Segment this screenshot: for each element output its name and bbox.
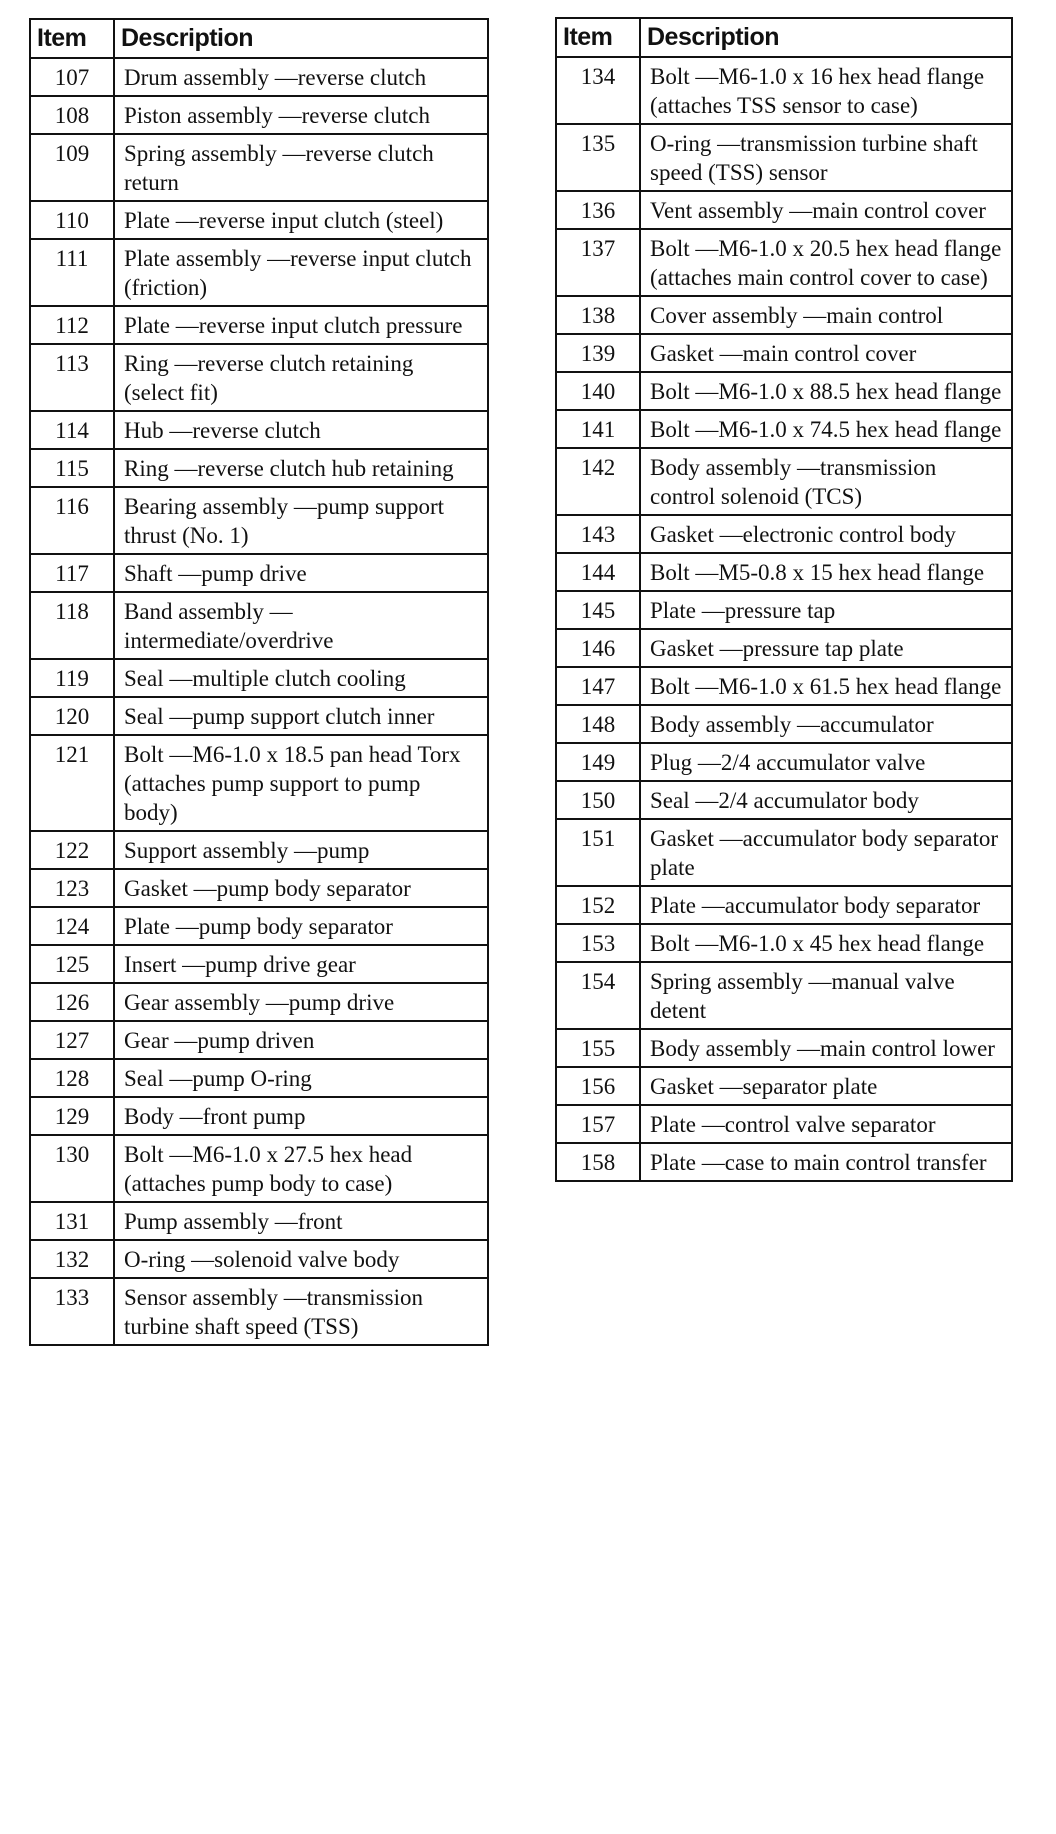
description-cell: Pump assembly —front — [114, 1202, 488, 1240]
item-number-cell: 123 — [30, 869, 114, 907]
description-cell: Plug —2/4 accumulator valve — [640, 743, 1012, 781]
item-number-cell: 119 — [30, 659, 114, 697]
description-cell: Insert —pump drive gear — [114, 945, 488, 983]
description-cell: Bolt —M6-1.0 x 88.5 hex head flange — [640, 372, 1012, 410]
description-cell: Gasket —main control cover — [640, 334, 1012, 372]
table-row — [556, 743, 1012, 781]
table-row — [556, 886, 1012, 924]
description-cell: Bearing assembly —pump support thrust (No. 1) — [114, 487, 488, 554]
item-number-cell: 126 — [30, 983, 114, 1021]
table-row — [556, 591, 1012, 629]
description-cell: Gasket —pump body separator — [114, 869, 488, 907]
table-row — [556, 667, 1012, 705]
table-row — [30, 592, 488, 659]
parts-table-right — [555, 17, 1013, 1182]
item-number-cell: 108 — [30, 96, 114, 134]
item-number-cell: 109 — [30, 134, 114, 201]
item-number-cell: 149 — [556, 743, 640, 781]
item-column-header: Item — [30, 19, 114, 58]
parts-table-left — [29, 18, 489, 1346]
table-row — [30, 306, 488, 344]
table-row — [556, 448, 1012, 515]
description-cell: Piston assembly —reverse clutch — [114, 96, 488, 134]
table-row — [30, 58, 488, 96]
description-cell: Seal —2/4 accumulator body — [640, 781, 1012, 819]
description-cell: Gasket —accumulator body separator plate — [640, 819, 1012, 886]
table-row — [556, 1067, 1012, 1105]
description-cell: Bolt —M6-1.0 x 16 hex head flange (attaches TSS sensor to case) — [640, 57, 1012, 124]
item-number-cell: 114 — [30, 411, 114, 449]
description-cell: Plate —case to main control transfer — [640, 1143, 1012, 1181]
item-number-cell: 155 — [556, 1029, 640, 1067]
item-number-cell: 138 — [556, 296, 640, 334]
table-row — [30, 697, 488, 735]
table-row — [30, 907, 488, 945]
table-row — [556, 962, 1012, 1029]
description-cell: Gasket —separator plate — [640, 1067, 1012, 1105]
item-number-cell: 153 — [556, 924, 640, 962]
item-number-cell: 157 — [556, 1105, 640, 1143]
item-number-cell: 147 — [556, 667, 640, 705]
table-row — [30, 487, 488, 554]
item-number-cell: 144 — [556, 553, 640, 591]
description-cell: Plate —pressure tap — [640, 591, 1012, 629]
description-cell: Bolt —M6-1.0 x 27.5 hex head (attaches pump body to case) — [114, 1135, 488, 1202]
description-cell: Gear —pump driven — [114, 1021, 488, 1059]
table-row — [556, 296, 1012, 334]
description-cell: Spring assembly —reverse clutch return — [114, 134, 488, 201]
item-number-cell: 148 — [556, 705, 640, 743]
table-row — [30, 201, 488, 239]
table-row — [30, 344, 488, 411]
item-number-cell: 111 — [30, 239, 114, 306]
description-column-header: Description — [114, 19, 488, 58]
description-cell: Ring —reverse clutch hub retaining — [114, 449, 488, 487]
table-row — [30, 411, 488, 449]
table-row — [30, 869, 488, 907]
description-cell: Gear assembly —pump drive — [114, 983, 488, 1021]
description-cell: Hub —reverse clutch — [114, 411, 488, 449]
item-number-cell: 156 — [556, 1067, 640, 1105]
table-row — [556, 372, 1012, 410]
table-row — [556, 410, 1012, 448]
table-row — [556, 229, 1012, 296]
item-number-cell: 122 — [30, 831, 114, 869]
table-row — [30, 134, 488, 201]
item-number-cell: 128 — [30, 1059, 114, 1097]
table-row — [30, 945, 488, 983]
description-cell: Plate —accumulator body separator — [640, 886, 1012, 924]
table-row — [30, 1240, 488, 1278]
table-row — [556, 1105, 1012, 1143]
item-number-cell: 133 — [30, 1278, 114, 1345]
table-row — [30, 735, 488, 831]
table-body — [30, 58, 488, 1345]
item-number-cell: 130 — [30, 1135, 114, 1202]
item-number-cell: 116 — [30, 487, 114, 554]
description-cell: Drum assembly —reverse clutch — [114, 58, 488, 96]
item-number-cell: 132 — [30, 1240, 114, 1278]
description-cell: Vent assembly —main control cover — [640, 191, 1012, 229]
table-row — [30, 554, 488, 592]
item-number-cell: 115 — [30, 449, 114, 487]
item-number-cell: 112 — [30, 306, 114, 344]
description-cell: Seal —multiple clutch cooling — [114, 659, 488, 697]
table-row — [556, 553, 1012, 591]
table-row — [556, 334, 1012, 372]
table-row — [30, 96, 488, 134]
description-column-header: Description — [640, 18, 1012, 57]
description-cell: Plate —control valve separator — [640, 1105, 1012, 1143]
item-number-cell: 131 — [30, 1202, 114, 1240]
description-cell: Plate —pump body separator — [114, 907, 488, 945]
description-cell: Body assembly —accumulator — [640, 705, 1012, 743]
item-column-header: Item — [556, 18, 640, 57]
table-row — [556, 191, 1012, 229]
description-cell: Bolt —M6-1.0 x 61.5 hex head flange — [640, 667, 1012, 705]
table-row — [556, 1029, 1012, 1067]
item-number-cell: 120 — [30, 697, 114, 735]
description-cell: Bolt —M6-1.0 x 20.5 hex head flange (attaches main control cover to case) — [640, 229, 1012, 296]
description-cell: Ring —reverse clutch retaining (select fit) — [114, 344, 488, 411]
description-cell: Seal —pump support clutch inner — [114, 697, 488, 735]
item-number-cell: 113 — [30, 344, 114, 411]
item-number-cell: 121 — [30, 735, 114, 831]
description-cell: Bolt —M6-1.0 x 18.5 pan head Torx (attaches pump support to pump body) — [114, 735, 488, 831]
description-cell: Bolt —M6-1.0 x 45 hex head flange — [640, 924, 1012, 962]
description-cell: Plate —reverse input clutch (steel) — [114, 201, 488, 239]
description-cell: Gasket —pressure tap plate — [640, 629, 1012, 667]
description-cell: Body —front pump — [114, 1097, 488, 1135]
item-number-cell: 125 — [30, 945, 114, 983]
description-cell: Gasket —electronic control body — [640, 515, 1012, 553]
table-row — [30, 659, 488, 697]
description-cell: Sensor assembly —transmission turbine shaft speed (TSS) — [114, 1278, 488, 1345]
item-number-cell: 110 — [30, 201, 114, 239]
table-row — [556, 1143, 1012, 1181]
table-row — [556, 819, 1012, 886]
description-cell: Band assembly —intermediate/overdrive — [114, 592, 488, 659]
description-cell: Seal —pump O-ring — [114, 1059, 488, 1097]
table-row — [556, 705, 1012, 743]
table-row — [556, 629, 1012, 667]
table-row — [30, 449, 488, 487]
table-row — [30, 1135, 488, 1202]
description-cell: Spring assembly —manual valve detent — [640, 962, 1012, 1029]
item-number-cell: 154 — [556, 962, 640, 1029]
item-number-cell: 151 — [556, 819, 640, 886]
item-number-cell: 140 — [556, 372, 640, 410]
item-number-cell: 143 — [556, 515, 640, 553]
item-number-cell: 145 — [556, 591, 640, 629]
table-header-row — [556, 18, 1012, 57]
item-number-cell: 146 — [556, 629, 640, 667]
description-cell: Plate assembly —reverse input clutch (friction) — [114, 239, 488, 306]
description-cell: Body assembly —transmission control solenoid (TCS) — [640, 448, 1012, 515]
table-row — [30, 983, 488, 1021]
description-cell: Plate —reverse input clutch pressure — [114, 306, 488, 344]
table-row — [556, 57, 1012, 124]
table-row — [30, 1059, 488, 1097]
description-cell: Shaft —pump drive — [114, 554, 488, 592]
table-row — [556, 515, 1012, 553]
table-row — [556, 924, 1012, 962]
item-number-cell: 118 — [30, 592, 114, 659]
item-number-cell: 158 — [556, 1143, 640, 1181]
item-number-cell: 107 — [30, 58, 114, 96]
description-cell: Support assembly —pump — [114, 831, 488, 869]
item-number-cell: 139 — [556, 334, 640, 372]
table-header-row — [30, 19, 488, 58]
item-number-cell: 136 — [556, 191, 640, 229]
description-cell: Cover assembly —main control — [640, 296, 1012, 334]
item-number-cell: 150 — [556, 781, 640, 819]
table-row — [30, 1202, 488, 1240]
item-number-cell: 141 — [556, 410, 640, 448]
item-number-cell: 137 — [556, 229, 640, 296]
item-number-cell: 124 — [30, 907, 114, 945]
table-row — [30, 1097, 488, 1135]
item-number-cell: 127 — [30, 1021, 114, 1059]
table-row — [30, 239, 488, 306]
table-row — [30, 1021, 488, 1059]
item-number-cell: 129 — [30, 1097, 114, 1135]
item-number-cell: 117 — [30, 554, 114, 592]
table-row — [556, 781, 1012, 819]
table-body — [556, 57, 1012, 1181]
table-row — [556, 124, 1012, 191]
table-row — [30, 1278, 488, 1345]
description-cell: O-ring —solenoid valve body — [114, 1240, 488, 1278]
description-cell: Bolt —M5-0.8 x 15 hex head flange — [640, 553, 1012, 591]
description-cell: O-ring —transmission turbine shaft speed (TSS) sensor — [640, 124, 1012, 191]
item-number-cell: 142 — [556, 448, 640, 515]
item-number-cell: 152 — [556, 886, 640, 924]
description-cell: Bolt —M6-1.0 x 74.5 hex head flange — [640, 410, 1012, 448]
description-cell: Body assembly —main control lower — [640, 1029, 1012, 1067]
item-number-cell: 134 — [556, 57, 640, 124]
table-row — [30, 831, 488, 869]
item-number-cell: 135 — [556, 124, 640, 191]
